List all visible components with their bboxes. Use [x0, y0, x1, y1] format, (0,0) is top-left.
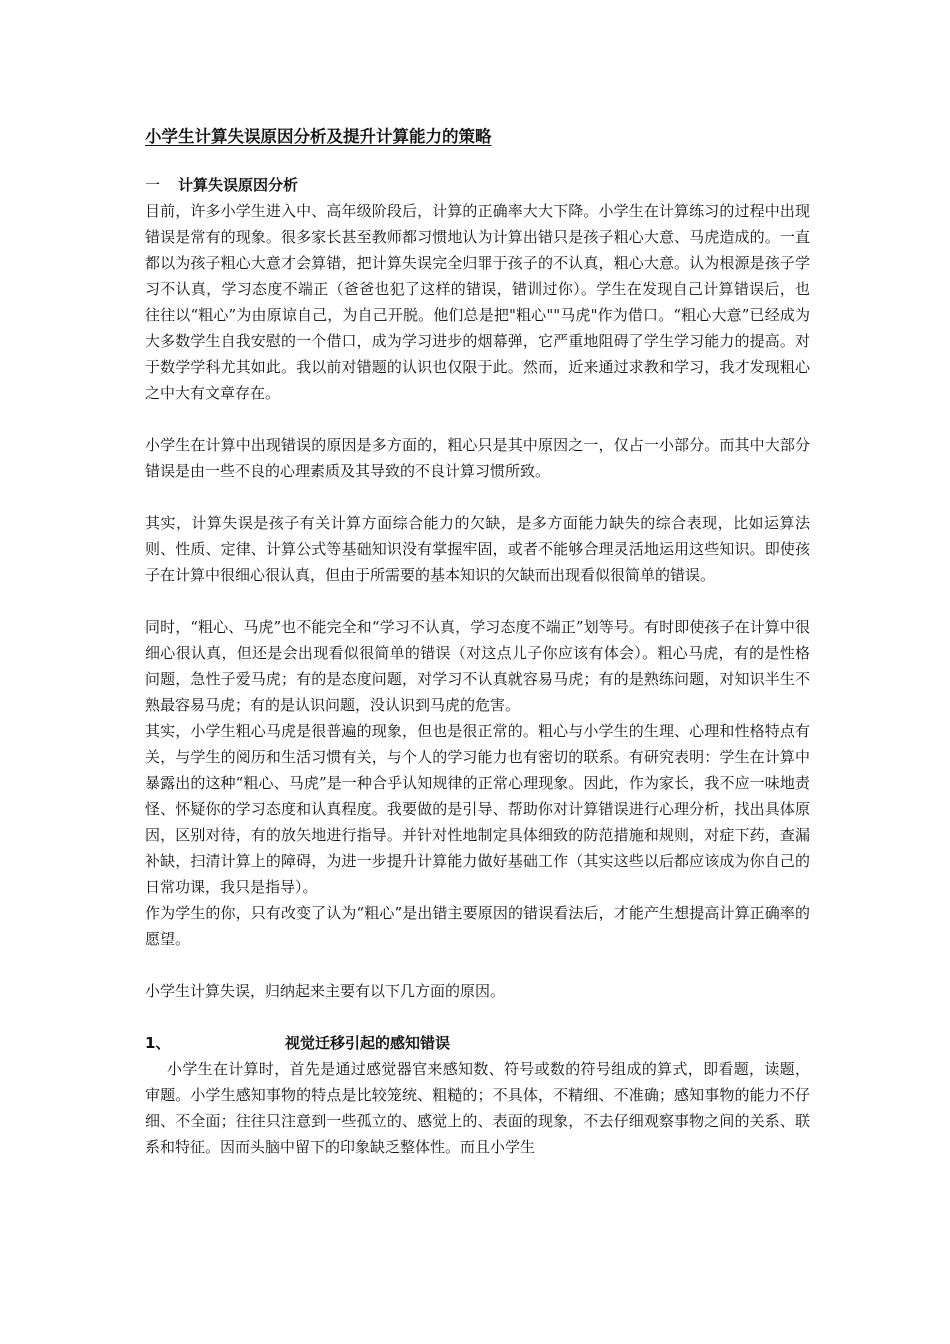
paragraph: 其实，计算失误是孩子有关计算方面综合能力的欠缺，是多方面能力缺失的综合表现，比如运算法则、性质、定律、计算公式等基础知识没有掌握牢固，或者不能够合理灵活地运用这些知识。即使孩子在计算中很细心很认真，但由于所需要的基本知识的欠缺而出现看似很简单的错误。	[145, 514, 810, 584]
document-body	[145, 172, 810, 1160]
paragraph: 同时，“粗心、马虎”也不能完全和“学习不认真，学习态度不端正”划等号。有时即使孩子在计算中很细心很认真，但还是会出现看似很简单的错误（对这点儿子你应该有体会）。粗心马虎，有的是性格问题，急性子爱马虎；有的是态度问题，对学习不认真就容易马虎；有的是熟练问题，对知识半生不熟最容易马虎；有的是认识问题，没认识到马虎的危害。	[145, 618, 810, 714]
paragraph-gap	[145, 952, 810, 978]
paragraph: 小学生在计算中出现错误的原因是多方面的，粗心只是其中原因之一，仅占一小部分。而其中大部分错误是由一些不良的心理素质及其导致的不良计算习惯所致。	[145, 436, 810, 480]
paragraph: 其实，小学生粗心马虎是很普遍的现象，但也是很正常的。粗心与小学生的生理、心理和性格特点有关，与学生的阅历和生活习惯有关，与个人的学习能力也有密切的联系。有研究表明：学生在计算中暴露出的这种“粗心、马虎”是一种合乎认知规律的正常心理现象。因此，作为家长，我不应一味地责怪、怀疑你的学习态度和认真程度。我要做的是引导、帮助你对计算错误进行心理分析，找出具体原因，区别对待，有的放矢地进行指导。并针对性地制定具体细致的防范措施和规则，对症下药，查漏补缺，扫清计算上的障碍，为进一步提升计算能力做好基础工作（其实这些以后都应该成为你自己的日常功课，我只是指导）。	[145, 722, 810, 896]
paragraph-gap	[145, 406, 810, 432]
document-title: 小学生计算失误原因分析及提升计算能力的策略	[145, 127, 492, 146]
paragraph-gap	[145, 484, 810, 510]
subsection-number: 1、	[145, 1034, 171, 1052]
paragraph-gap	[145, 588, 810, 614]
paragraph: 目前，许多小学生进入中、高年级阶段后，计算的正确率大大下降。小学生在计算练习的过程中出现错误是常有的现象。很多家长甚至教师都习惯地认为计算出错只是孩子粗心大意、马虎造成的。一直都以为孩子粗心大意才会算错，把计算失误完全归罪于孩子的不认真，粗心大意。认为根源是孩子学习不认真，学习态度不端正（爸爸也犯了这样的错误，错训过你）。学生在发现自己计算错误后，也往往以“粗心”为由原谅自己，为自己开脱。他们总是把"粗心""马虎"作为借口。“粗心大意”已经成为大多数学生自我安慰的一个借口，成为学习进步的烟幕弹，它严重地阻碍了学生学习能力的提高。对于数学学科尤其如此。我以前对错题的认识也仅限于此。然而，近来通过求教和学习，我才发现粗心之中大有文章存在。	[145, 202, 810, 402]
section-title: 计算失误原因分析	[178, 176, 299, 194]
paragraph: 小学生计算失误，归纳起来主要有以下几方面的原因。	[145, 982, 506, 1000]
subsection-title: 视觉迁移引起的感知错误	[285, 1034, 451, 1052]
section-heading	[145, 172, 810, 198]
paragraph: 小学生在计算时，首先是通过感觉器官来感知数、符号或数的符号组成的算式，即看题，读题，审题。小学生感知事物的特点是比较笼统、粗糙的；不具体，不精细、不准确；感知事物的能力不仔细、不全面；往往只注意到一些孤立的、感觉上的、表面的现象，不去仔细观察事物之间的关系、联系和特征。因而头脑中留下的印象缺乏整体性。而且小学生	[145, 1060, 810, 1156]
subsection-heading	[145, 1030, 810, 1056]
paragraph: 作为学生的你，只有改变了认为“粗心”是出错主要原因的错误看法后，才能产生想提高计算正确率的愿望。	[145, 904, 810, 948]
section-number: 一	[145, 176, 161, 194]
paragraph-gap	[145, 1004, 810, 1030]
